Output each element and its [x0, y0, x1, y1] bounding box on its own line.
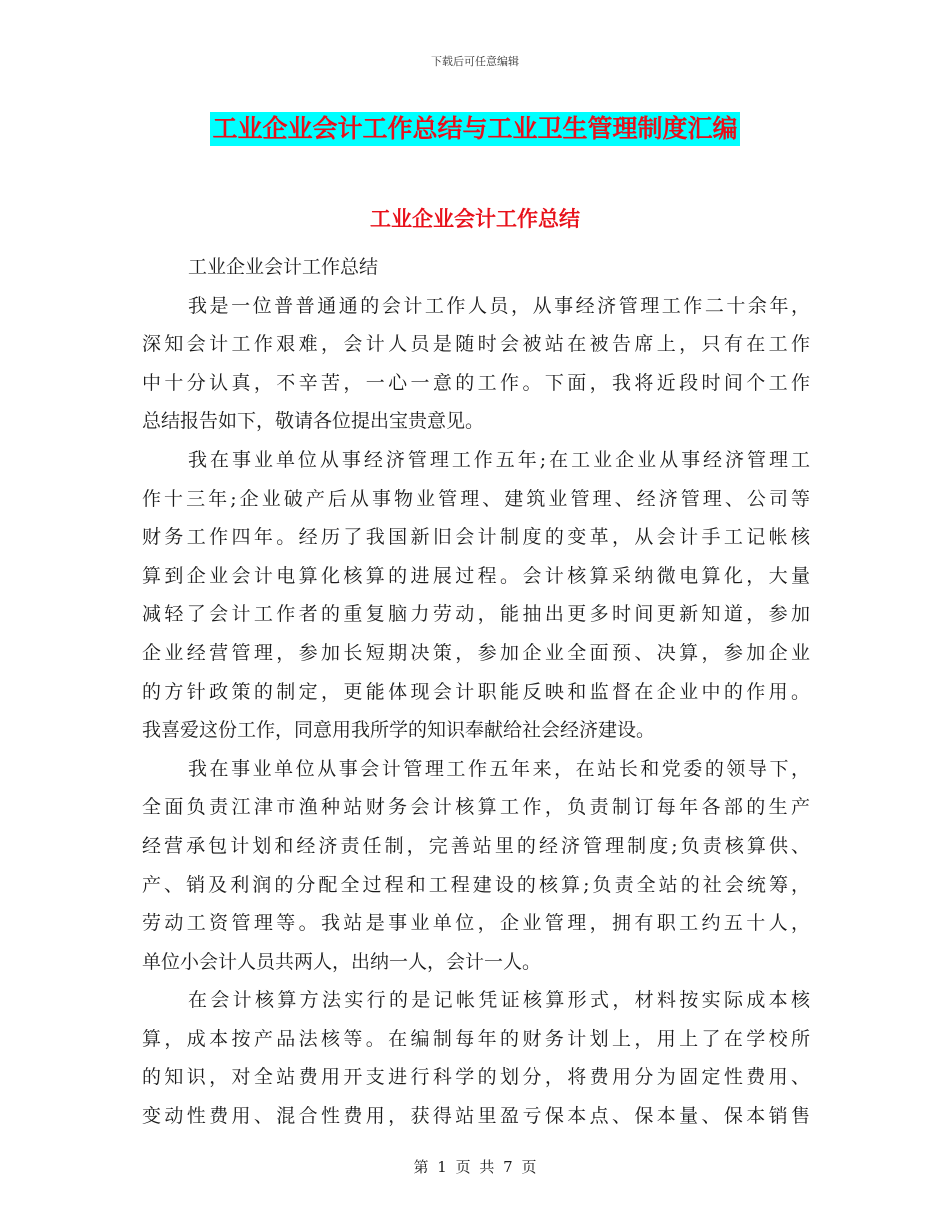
text-line: 算，成本按产品法核等。在编制每年的财务计划上，用上了在学校所 — [142, 1027, 810, 1050]
text-line: 工业企业会计工作总结 — [188, 256, 379, 278]
text-line: 变动性费用、混合性费用，获得站里盈亏保本点、保本量、保本销售 — [142, 1105, 810, 1128]
text-line: 算到企业会计电算化核算的进展过程。会计核算采纳微电算化，大量 — [142, 564, 810, 587]
text-line: 财务工作四年。经历了我国新旧会计制度的变革，从会计手工记帐核 — [142, 526, 810, 549]
main-title: 工业企业会计工作总结与工业卫生管理制度汇编 — [210, 112, 739, 146]
text-line: 劳动工资管理等。我站是事业单位，企业管理，拥有职工约五十人， — [142, 912, 810, 935]
text-line: 的知识，对全站费用开支进行科学的划分，将费用分为固定性费用、 — [142, 1066, 810, 1089]
text-line: 总结报告如下，敬请各位提出宝贵意见。 — [142, 410, 485, 433]
section-title: 工业企业会计工作总结 — [370, 207, 580, 231]
text-line: 我喜爱这份工作，同意用我所学的知识奉献给社会经济建设。 — [142, 719, 656, 742]
text-line: 经营承包计划和经济责任制，完善站里的经济管理制度;负责核算供、 — [142, 834, 810, 857]
text-line: 我是一位普普通通的会计工作人员，从事经济管理工作二十余年， — [188, 294, 810, 317]
text-line: 产、销及利润的分配全过程和工程建设的核算;负责全站的社会统筹， — [142, 873, 810, 896]
header-note: 下载后可任意编辑 — [431, 55, 519, 68]
main-title-wrap — [0, 112, 950, 146]
text-line: 全面负责江津市渔种站财务会计核算工作，负责制订每年各部的生产 — [142, 796, 810, 819]
text-line: 在会计核算方法实行的是记帐凭证核算形式，材料按实际成本核 — [188, 989, 810, 1012]
text-line: 作十三年;企业破产后从事物业管理、建筑业管理、经济管理、公司等 — [142, 487, 810, 510]
text-line: 我在事业单位从事经济管理工作五年;在工业企业从事经济管理工 — [188, 448, 810, 471]
text-line: 减轻了会计工作者的重复脑力劳动，能抽出更多时间更新知道，参加 — [142, 603, 810, 626]
body-text — [142, 248, 810, 1136]
text-line: 的方针政策的制定，更能体现会计职能反映和监督在企业中的作用。 — [142, 680, 810, 703]
text-line: 我在事业单位从事会计管理工作五年来，在站长和党委的领导下， — [188, 757, 810, 780]
text-line: 深知会计工作艰难，会计人员是随时会被站在被告席上，只有在工作 — [142, 333, 810, 356]
text-line: 企业经营管理，参加长短期决策，参加企业全面预、决算，参加企业 — [142, 641, 810, 664]
text-line: 单位小会计人员共两人，出纳一人，会计一人。 — [142, 950, 542, 973]
page-footer: 第 1 页 共 7 页 — [413, 1158, 537, 1176]
text-line: 中十分认真，不辛苦，一心一意的工作。下面，我将近段时间个工作 — [142, 371, 810, 394]
